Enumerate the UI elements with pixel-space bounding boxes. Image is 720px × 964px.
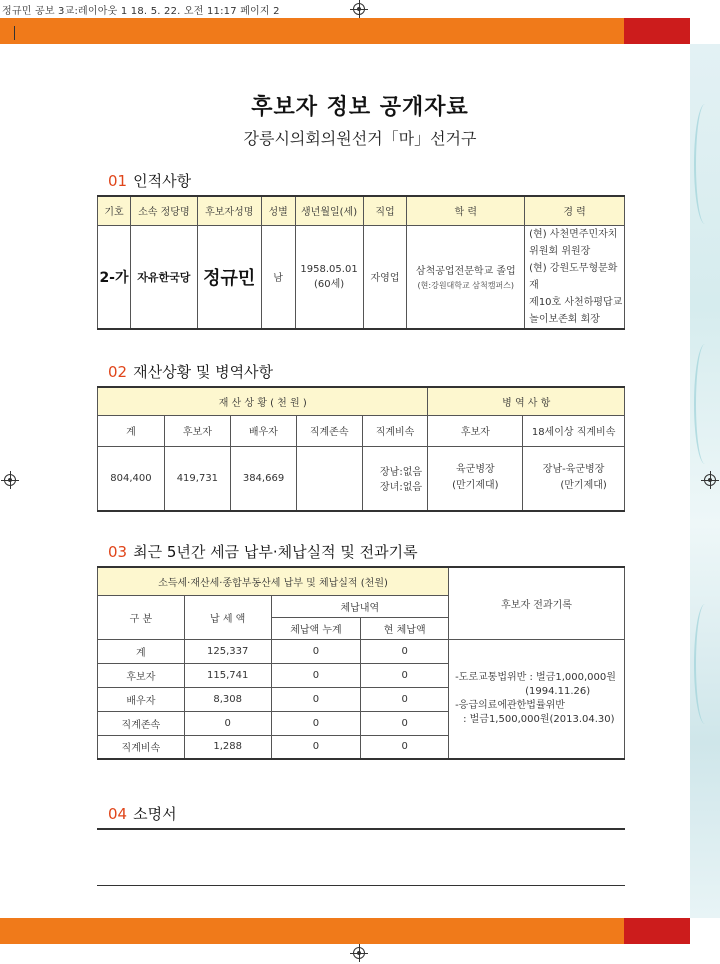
property-ascendant — [296, 446, 362, 511]
decorative-wave — [694, 104, 716, 224]
col-header: 성별 — [261, 196, 295, 225]
bottom-color-band — [0, 918, 690, 944]
section-number: 03 — [108, 543, 128, 561]
section-title: 인적사항 — [133, 172, 192, 190]
registration-mark-icon — [704, 474, 716, 486]
military-header: 병 역 사 항 — [428, 387, 625, 415]
arrears-total: 0 — [271, 735, 361, 759]
tax-row-label: 후보자 — [98, 663, 185, 687]
page-subtitle: 강릉시의회의원선거「마」선거구 — [243, 129, 477, 148]
education-note: (현:강원대학교 삼척캠퍼스) — [417, 281, 515, 290]
arrears-total: 0 — [271, 687, 361, 711]
descendant-line: 장녀:없음 — [380, 482, 423, 494]
tax-row-label: 배우자 — [98, 687, 185, 711]
property-spouse: 384,669 — [230, 446, 296, 511]
table-row — [98, 639, 625, 663]
col-header: 직계존속 — [296, 415, 362, 446]
candidate-name: 정규민 — [197, 225, 261, 329]
col-header: 경 력 — [525, 196, 625, 225]
property-military-table — [97, 386, 625, 512]
registration-mark-icon — [4, 474, 16, 486]
col-header: 후보자 — [428, 415, 523, 446]
col-header: 배우자 — [230, 415, 296, 446]
party-name: 자유한국당 — [130, 225, 197, 329]
tax-paid: 1,288 — [184, 735, 271, 759]
record-line: -도로교통법위반 : 벌금1,000,000원 — [455, 671, 616, 683]
arrears-current: 0 — [361, 687, 449, 711]
section-heading-property — [108, 361, 273, 382]
col-header: 구 분 — [98, 595, 185, 639]
table-row — [98, 225, 625, 329]
record-line: (1994.11.26) — [525, 685, 591, 697]
tax-paid: 125,337 — [184, 639, 271, 663]
col-header: 현 체납액 — [361, 617, 449, 639]
criminal-record-cell — [449, 639, 625, 759]
tax-row-label: 계 — [98, 639, 185, 663]
arrears-current: 0 — [361, 711, 449, 735]
career-line: 제10호 사천하평답교 — [529, 296, 623, 308]
col-header: 생년월일(세) — [295, 196, 363, 225]
col-header: 후보자성명 — [197, 196, 261, 225]
col-header: 체납액 누계 — [271, 617, 361, 639]
decorative-wave — [694, 344, 716, 464]
record-header: 후보자 전과기록 — [449, 567, 625, 639]
military-descendant: 장남-육군병장 — [542, 464, 605, 476]
col-header: 직업 — [363, 196, 407, 225]
record-line: : 벌금1,500,000원(2013.04.30) — [463, 713, 615, 725]
table-header-row — [98, 196, 625, 225]
arrears-total: 0 — [271, 639, 361, 663]
career-line: 놀이보존회 회장 — [529, 313, 600, 325]
property-total: 804,400 — [98, 446, 165, 511]
property-descendant-cell — [362, 446, 428, 511]
military-candidate-cell — [428, 446, 523, 511]
tax-row-label: 직계비속 — [98, 735, 185, 759]
col-header: 체납내역 — [271, 595, 448, 617]
birth-date: 1958.05.01 — [300, 263, 358, 275]
tax-paid: 115,741 — [184, 663, 271, 687]
tax-paid: 8,308 — [184, 687, 271, 711]
section-heading-statement — [108, 803, 177, 824]
education-cell — [407, 225, 525, 329]
tax-record-table — [97, 566, 625, 760]
arrears-current: 0 — [361, 735, 449, 759]
statement-top-rule — [97, 828, 625, 830]
birth-cell — [295, 225, 363, 329]
col-header: 18세이상 직계비속 — [523, 415, 625, 446]
col-header: 기호 — [98, 196, 131, 225]
arrears-total: 0 — [271, 663, 361, 687]
career-line: (현) 사천면주민자치 — [529, 228, 618, 240]
section-title: 최근 5년간 세금 납부·체납실적 및 전과기록 — [133, 543, 418, 561]
military-candidate-note: (만기제대) — [452, 480, 499, 492]
section-number: 02 — [108, 363, 128, 381]
section-title: 소명서 — [133, 805, 177, 823]
print-header — [0, 0, 720, 18]
top-color-band — [0, 18, 690, 44]
military-descendant-note: (만기제대) — [560, 480, 607, 492]
section-heading-personal — [108, 170, 191, 191]
descendant-line: 장남:없음 — [380, 467, 423, 479]
table-row — [98, 446, 625, 511]
col-header: 소속 정당명 — [130, 196, 197, 225]
bottom-red-block — [624, 918, 690, 944]
section-heading-tax — [108, 541, 418, 562]
print-header-text: 정규민 공보 3교:레이아웃 1 18. 5. 22. 오전 11:17 페이지 2 — [2, 6, 280, 17]
education: 삼척공업전문학교 졸업 — [415, 266, 516, 277]
career-cell — [525, 225, 625, 329]
page-title: 후보자 정보 공개자료 — [251, 94, 469, 120]
candidate-number: 2-가 — [98, 225, 131, 329]
statement-bottom-rule — [97, 885, 625, 886]
arrears-current: 0 — [361, 639, 449, 663]
table-header-row — [98, 387, 625, 415]
occupation: 자영업 — [363, 225, 407, 329]
registration-mark-icon — [353, 947, 365, 959]
career-line: (현) 강원도무형문화재 — [529, 262, 618, 291]
table-header-row — [98, 567, 625, 595]
crop-mark — [14, 26, 15, 40]
decorative-wave — [694, 604, 716, 724]
col-header: 납 세 액 — [184, 595, 271, 639]
arrears-total: 0 — [271, 711, 361, 735]
section-number: 01 — [108, 172, 128, 190]
property-header: 재 산 상 황 ( 천 원 ) — [98, 387, 428, 415]
property-candidate: 419,731 — [164, 446, 230, 511]
table-subheader-row — [98, 415, 625, 446]
col-header: 학 력 — [407, 196, 525, 225]
personal-info-table — [97, 195, 625, 330]
career-line: 위원회 위원장 — [529, 245, 591, 257]
arrears-current: 0 — [361, 663, 449, 687]
tax-row-label: 직계존속 — [98, 711, 185, 735]
section-number: 04 — [108, 805, 128, 823]
military-candidate: 육군병장 — [456, 464, 495, 476]
col-header: 후보자 — [164, 415, 230, 446]
record-line: -응급의료에관한법률위반 — [455, 699, 565, 711]
section-title: 재산상황 및 병역사항 — [133, 363, 274, 381]
top-red-block — [624, 18, 690, 44]
age: (60세) — [313, 278, 345, 290]
col-header: 직계비속 — [362, 415, 428, 446]
col-header: 계 — [98, 415, 165, 446]
military-descendant-cell — [523, 446, 625, 511]
tax-header: 소득세·재산세·종합부동산세 납부 및 체납실적 (천원) — [98, 567, 449, 595]
gender: 남 — [261, 225, 295, 329]
tax-paid: 0 — [184, 711, 271, 735]
registration-mark-icon — [353, 3, 365, 15]
